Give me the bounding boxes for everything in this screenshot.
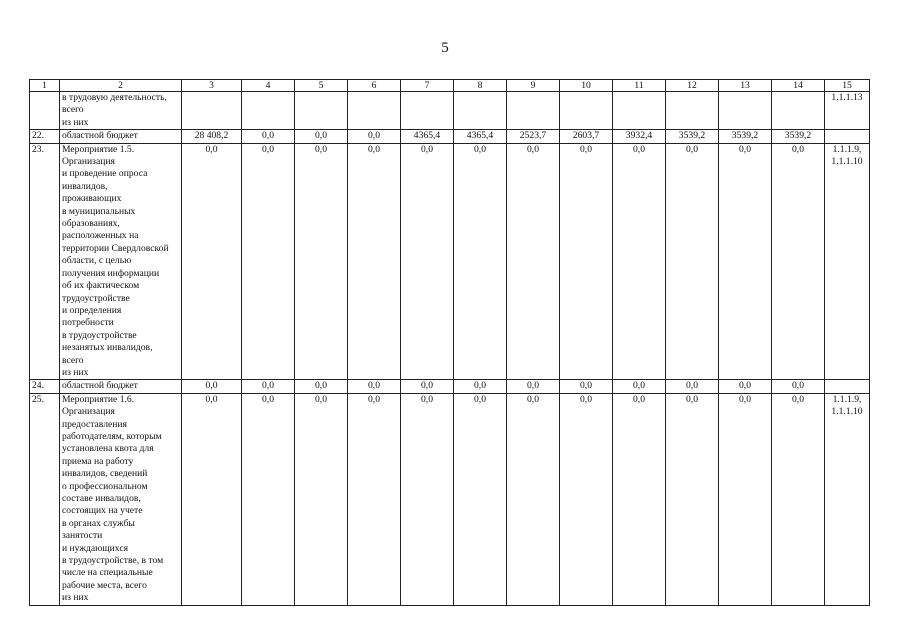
row-description: в трудовую деятельность, всего из них [60, 92, 182, 130]
header-cell: 3 [182, 80, 242, 92]
target-code: 1.1.1.9, 1.1.1.10 [825, 143, 870, 380]
header-cell: 12 [666, 80, 719, 92]
value-cell: 0,0 [719, 380, 772, 393]
value-cell: 0,0 [295, 380, 348, 393]
page-number: 5 [441, 40, 449, 56]
value-cell: 2603,7 [560, 130, 613, 143]
value-cell: 4365,4 [454, 130, 507, 143]
target-code: 1.1.1.13 [825, 92, 870, 130]
value-cell: 3932,4 [613, 130, 666, 143]
header-cell: 13 [719, 80, 772, 92]
value-cell: 0,0 [401, 393, 454, 605]
value-cell: 0,0 [182, 393, 242, 605]
table-row [30, 380, 870, 393]
target-code [825, 380, 870, 393]
row-number: 23. [30, 143, 60, 380]
value-cell: 0,0 [242, 380, 295, 393]
header-cell: 1 [30, 80, 60, 92]
value-cell: 0,0 [719, 393, 772, 605]
value-cell: 0,0 [295, 130, 348, 143]
value-cell [454, 92, 507, 130]
value-cell [560, 92, 613, 130]
header-cell: 4 [242, 80, 295, 92]
value-cell: 0,0 [666, 380, 719, 393]
value-cell: 0,0 [560, 380, 613, 393]
value-cell: 28 408,2 [182, 130, 242, 143]
value-cell [348, 92, 401, 130]
value-cell: 3539,2 [772, 130, 825, 143]
header-cell: 10 [560, 80, 613, 92]
value-cell: 0,0 [242, 393, 295, 605]
value-cell [242, 92, 295, 130]
value-cell: 0,0 [772, 380, 825, 393]
value-cell: 0,0 [401, 143, 454, 380]
header-cell: 14 [772, 80, 825, 92]
row-number [30, 92, 60, 130]
value-cell: 0,0 [719, 143, 772, 380]
value-cell [295, 92, 348, 130]
value-cell: 0,0 [772, 393, 825, 605]
row-number: 22. [30, 130, 60, 143]
value-cell: 0,0 [666, 143, 719, 380]
value-cell: 0,0 [348, 393, 401, 605]
value-cell: 0,0 [454, 143, 507, 380]
value-cell: 0,0 [560, 143, 613, 380]
header-cell: 7 [401, 80, 454, 92]
value-cell [613, 92, 666, 130]
value-cell: 0,0 [613, 393, 666, 605]
target-code [825, 130, 870, 143]
target-code: 1.1.1.9, 1.1.1.10 [825, 393, 870, 605]
value-cell: 0,0 [348, 130, 401, 143]
value-cell: 0,0 [454, 393, 507, 605]
value-cell: 0,0 [613, 380, 666, 393]
value-cell: 4365,4 [401, 130, 454, 143]
value-cell: 0,0 [295, 393, 348, 605]
value-cell: 3539,2 [666, 130, 719, 143]
header-cell: 15 [825, 80, 870, 92]
value-cell: 0,0 [666, 393, 719, 605]
value-cell: 0,0 [613, 143, 666, 380]
row-description: Мероприятие 1.5. Организация и проведение опроса инвалидов, проживающих в муниципальных образованиях, расположенных на территории Свердловской области, с целью получения информации об их фактическом трудоустройстве и определения потребности в трудоустройстве незанятых инвалидов, всего из них [60, 143, 182, 380]
header-cell: 6 [348, 80, 401, 92]
row-description: областной бюджет [60, 130, 182, 143]
value-cell: 0,0 [348, 380, 401, 393]
value-cell: 0,0 [182, 380, 242, 393]
row-number: 25. [30, 393, 60, 605]
value-cell: 0,0 [242, 143, 295, 380]
value-cell [719, 92, 772, 130]
value-cell: 0,0 [507, 143, 560, 380]
table-row [30, 92, 870, 130]
value-cell [772, 92, 825, 130]
table-row [30, 393, 870, 605]
value-cell: 0,0 [242, 130, 295, 143]
header-cell: 8 [454, 80, 507, 92]
value-cell: 0,0 [772, 143, 825, 380]
header-cell: 2 [60, 80, 182, 92]
row-number: 24. [30, 380, 60, 393]
value-cell [401, 92, 454, 130]
value-cell: 0,0 [182, 143, 242, 380]
header-row [30, 80, 870, 92]
budget-table [29, 79, 870, 606]
header-cell: 11 [613, 80, 666, 92]
value-cell: 0,0 [560, 393, 613, 605]
value-cell: 0,0 [401, 380, 454, 393]
value-cell: 3539,2 [719, 130, 772, 143]
value-cell: 0,0 [507, 380, 560, 393]
value-cell [182, 92, 242, 130]
row-description: Мероприятие 1.6. Организация предоставления работодателям, которым установлена квота для приема на работу инвалидов, сведений о профессиональном составе инвалидов, состоящих на учете в органах службы занятости и нуждающихся в трудоустройстве, в том числе на специальные рабочие места, всего из них [60, 393, 182, 605]
value-cell: 2523,7 [507, 130, 560, 143]
table-row [30, 130, 870, 143]
value-cell [507, 92, 560, 130]
value-cell: 0,0 [507, 393, 560, 605]
header-cell: 9 [507, 80, 560, 92]
value-cell: 0,0 [295, 143, 348, 380]
value-cell: 0,0 [454, 380, 507, 393]
value-cell: 0,0 [348, 143, 401, 380]
row-description: областной бюджет [60, 380, 182, 393]
header-cell: 5 [295, 80, 348, 92]
table-row [30, 143, 870, 380]
value-cell [666, 92, 719, 130]
